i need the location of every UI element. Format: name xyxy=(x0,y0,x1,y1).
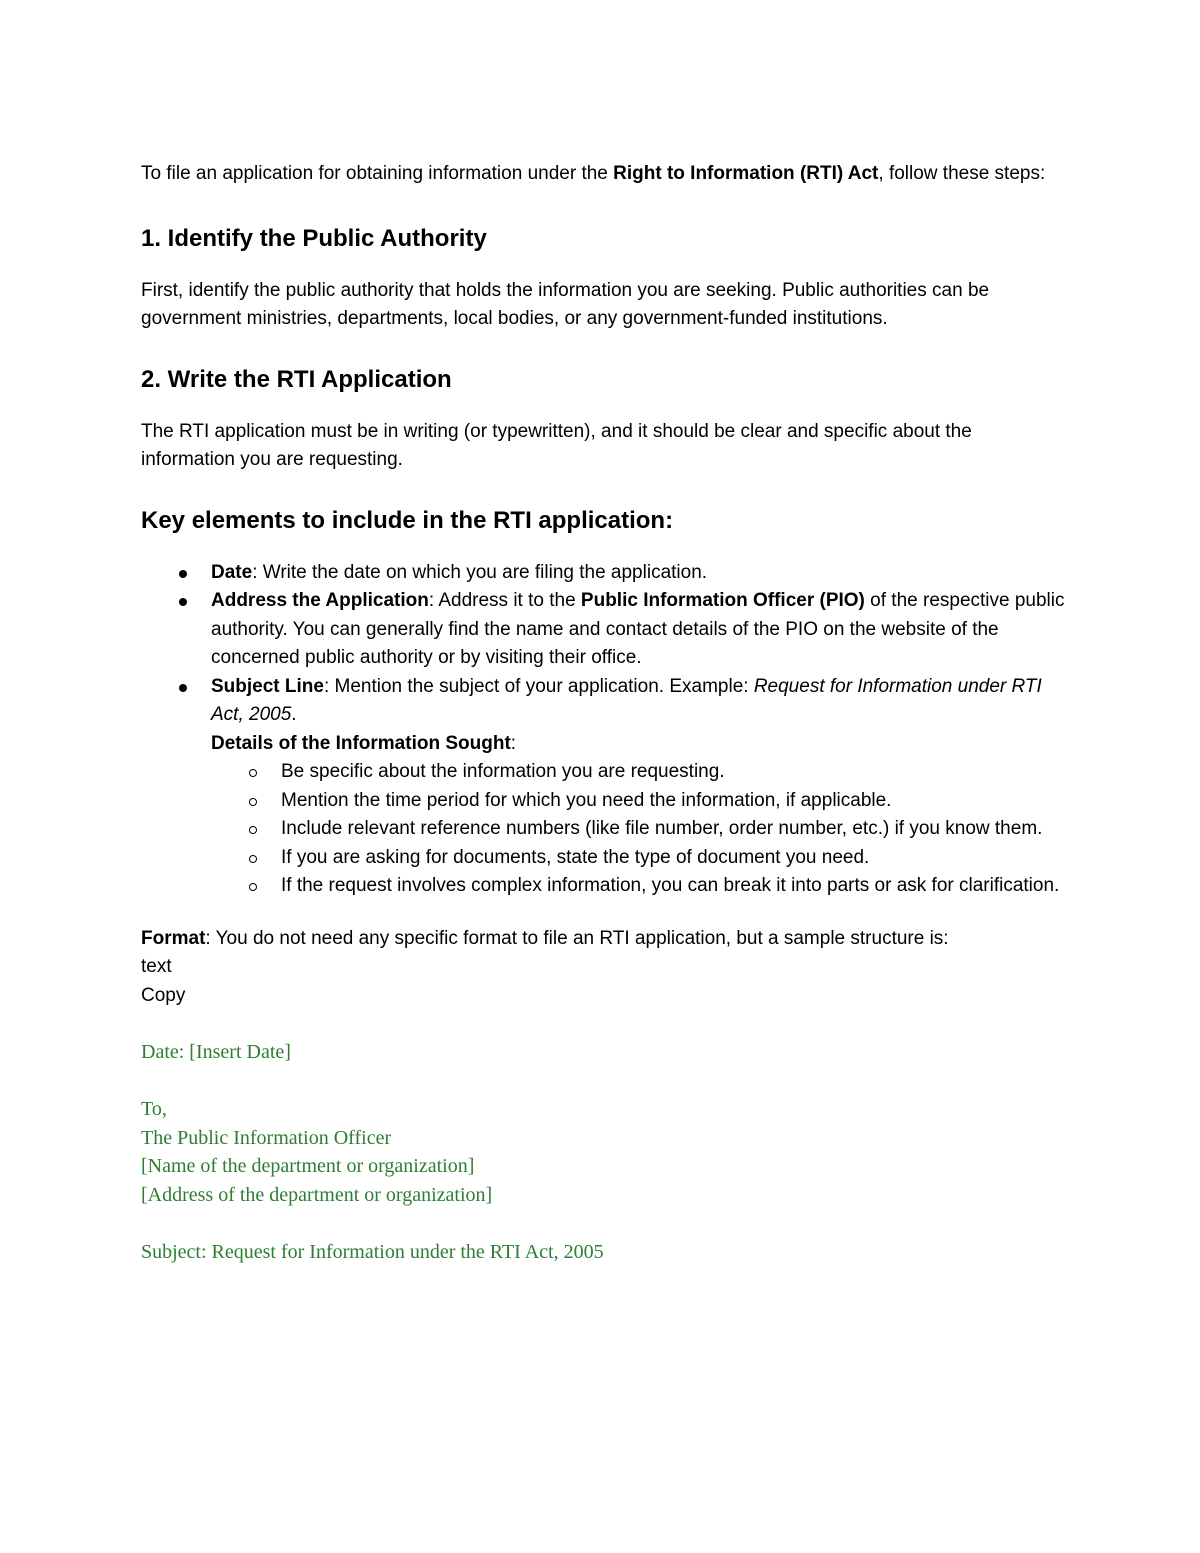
letter-address-line: [Address of the department or organization] xyxy=(141,1183,493,1206)
letter-date-line: Date: [Insert Date] xyxy=(141,1041,291,1063)
section-1-body: First, identify the public authority that holds the information you are seeking. Public authorities can be government ministries, departments, local bodies, or any government-funded institutions. xyxy=(141,279,990,329)
sub-item-text: If the request involves complex information, you can break it into parts or ask for clarification. xyxy=(281,875,1060,896)
section-1-heading: 1. Identify the Public Authority xyxy=(141,224,487,252)
item-text-end: of the respective public authority. You can generally find the name and contact details of the PIO on the website of the concerned public authority or by visiting their office. xyxy=(211,590,1065,668)
code-language-label: text xyxy=(141,956,172,977)
item-italic-text: Request for Information under RTI Act, 2005 xyxy=(211,675,1042,725)
list-item-address xyxy=(141,587,1071,673)
sub-list-item xyxy=(211,758,1071,787)
letter-subject-line: Subject: Request for Information under the RTI Act, 2005 xyxy=(141,1240,604,1263)
intro-text-end: , follow these steps: xyxy=(878,163,1046,184)
document-page xyxy=(141,160,1071,1266)
circle-bullet-icon xyxy=(249,855,257,863)
sub-item-text: Mention the time period for which you need the information, if applicable. xyxy=(281,789,892,811)
section-2-heading: 2. Write the RTI Application xyxy=(141,365,452,393)
letter-officer-line: The Public Information Officer xyxy=(141,1126,392,1149)
format-text: : You do not need any specific format to file an RTI application, but a sample structure is: xyxy=(205,927,949,949)
letter-to-line: To, xyxy=(141,1098,167,1120)
item-label: Subject Line xyxy=(211,675,324,697)
item-text: : Write the date on which you are filing the application. xyxy=(252,561,708,583)
bullet-icon xyxy=(179,598,187,606)
item-text: : Address it to the xyxy=(428,590,581,611)
item-text: : xyxy=(510,732,517,754)
intro-paragraph xyxy=(141,160,1071,189)
sub-item-text: If you are asking for documents, state the type of document you need. xyxy=(281,846,870,868)
item-label: Date xyxy=(211,561,253,583)
sub-list-item xyxy=(211,787,1071,816)
item-text: : Mention the subject of your application. Example: xyxy=(323,675,754,697)
sub-list-item xyxy=(211,844,1071,873)
sub-item-text: Include relevant reference numbers (like file number, order number, etc.) if you know them. xyxy=(281,818,1043,839)
sub-list-item xyxy=(211,815,1071,844)
circle-bullet-icon xyxy=(249,883,257,891)
bullet-icon xyxy=(179,684,187,692)
details-sub-list xyxy=(211,758,1071,901)
format-paragraph xyxy=(141,925,1071,954)
section-2-body: The RTI application must be in writing (or typewritten), and it should be clear and specific about the information you are requesting. xyxy=(141,420,972,470)
sub-list-item xyxy=(211,872,1071,901)
circle-bullet-icon xyxy=(249,798,257,806)
circle-bullet-icon xyxy=(249,826,257,834)
circle-bullet-icon xyxy=(249,769,257,777)
item-label: Address the Application xyxy=(211,590,429,611)
copy-button[interactable]: Copy xyxy=(141,984,186,1006)
item-label: Details of the Information Sought xyxy=(211,732,511,754)
sample-letter xyxy=(141,1038,1071,1266)
format-label: Format xyxy=(141,927,206,949)
list-item-subject xyxy=(141,673,1071,730)
item-text-end: . xyxy=(291,704,297,725)
item-head xyxy=(141,730,1071,759)
letter-spacer xyxy=(141,1209,1071,1238)
key-elements-heading: Key elements to include in the RTI application: xyxy=(141,506,674,534)
intro-act-name: Right to Information (RTI) Act xyxy=(613,163,879,184)
intro-text-start: To file an application for obtaining information under the xyxy=(141,163,614,184)
sub-item-text: Be specific about the information you are requesting. xyxy=(281,761,725,782)
item-bold-text: Public Information Officer (PIO) xyxy=(580,590,865,611)
bullet-icon xyxy=(179,570,187,578)
list-item-date xyxy=(141,559,1071,588)
list-item-details xyxy=(141,730,1071,901)
letter-spacer xyxy=(141,1067,1071,1096)
letter-department-line: [Name of the department or organization] xyxy=(141,1155,475,1177)
key-elements-list xyxy=(141,559,1071,901)
